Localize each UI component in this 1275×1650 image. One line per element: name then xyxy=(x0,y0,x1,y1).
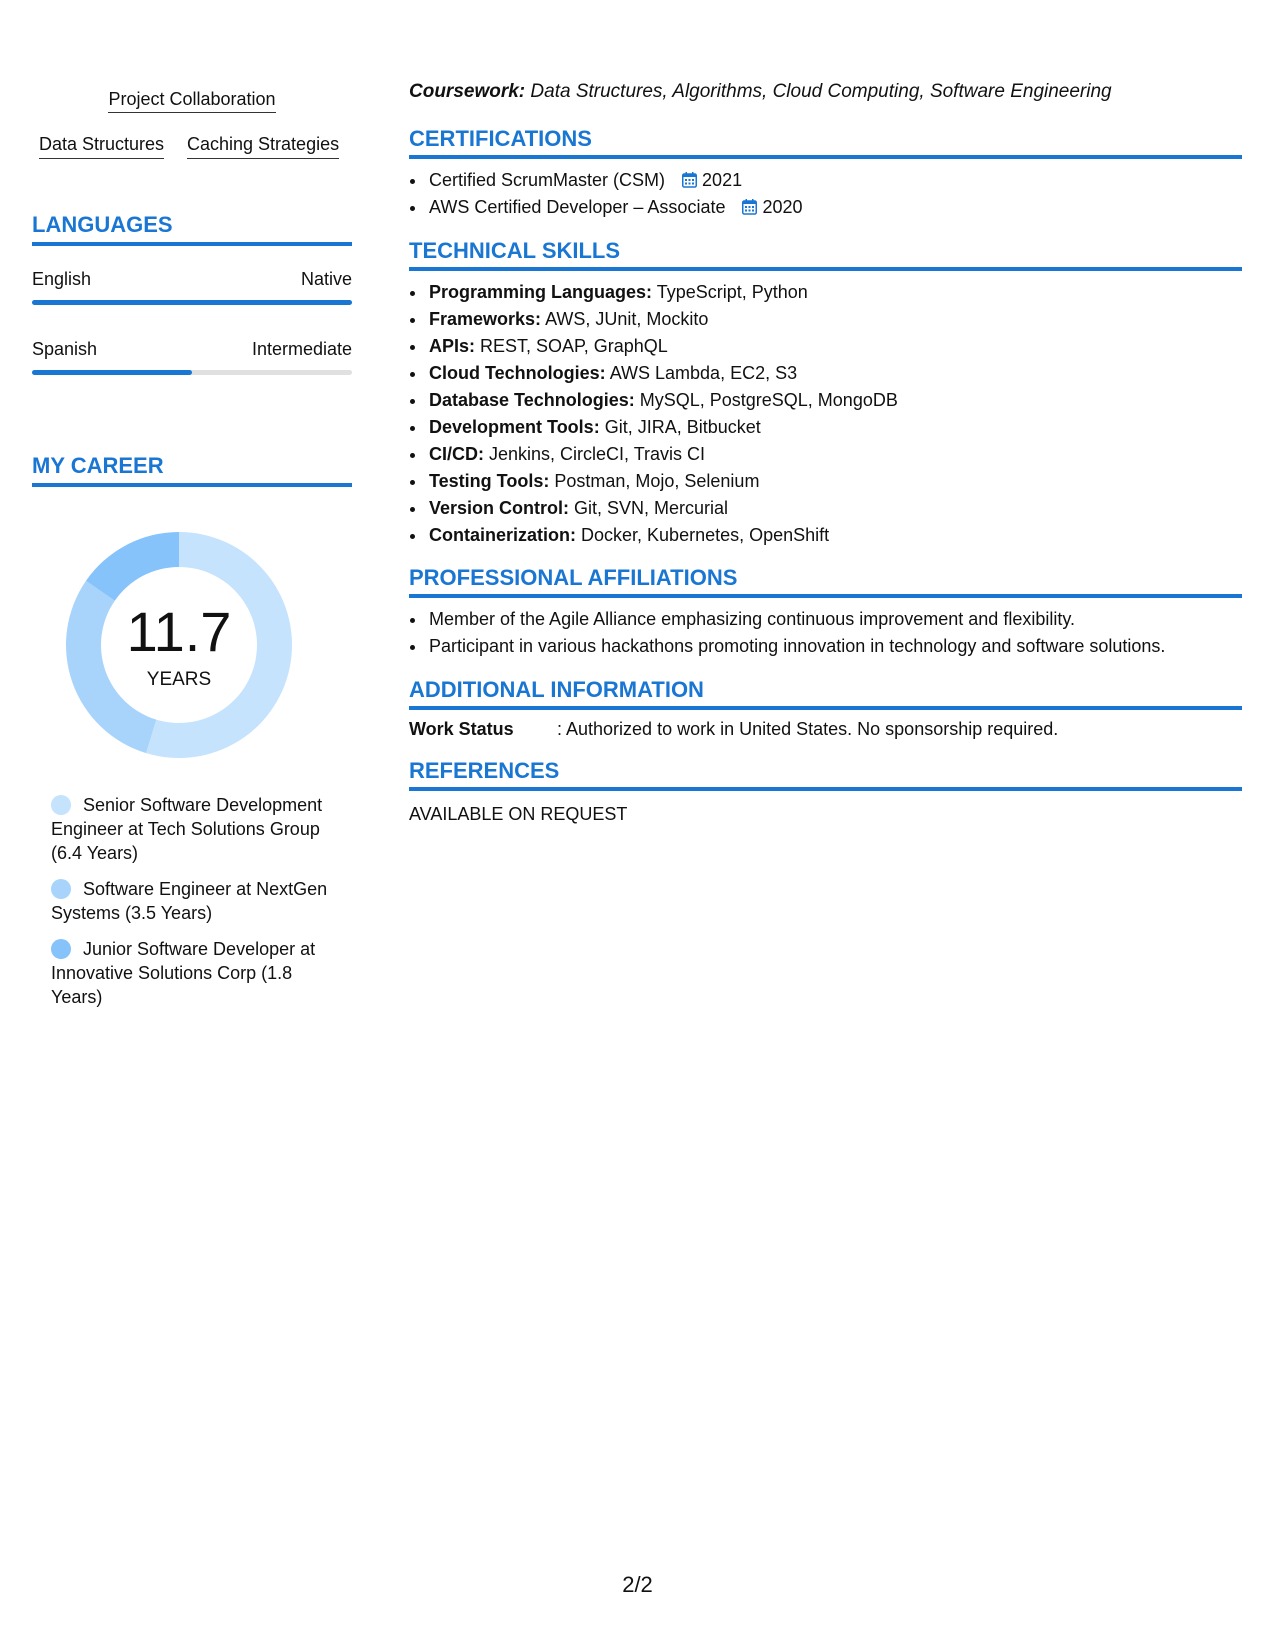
language-name: English xyxy=(32,269,92,289)
languages-heading: LANGUAGES xyxy=(32,212,352,246)
skill-item xyxy=(427,495,898,522)
certification-year: 2020 xyxy=(762,197,803,217)
legend-dot-icon xyxy=(51,795,71,815)
skill-values: MySQL, PostgreSQL, MongoDB xyxy=(639,390,898,410)
skill-values: REST, SOAP, GraphQL xyxy=(480,336,668,356)
affiliations-heading: PROFESSIONAL AFFILIATIONS xyxy=(409,565,1242,598)
skill-values: AWS Lambda, EC2, S3 xyxy=(609,363,798,383)
language-level: Native xyxy=(300,269,352,289)
language-row xyxy=(32,339,352,375)
affiliation-item: • Participant in various hackathons promoting innovation in technology and software solutions. xyxy=(427,633,1165,660)
certification-item xyxy=(427,167,803,194)
skill-values: Jenkins, CircleCI, Travis CI xyxy=(489,444,706,464)
skill-category: Programming Languages: xyxy=(429,282,653,302)
work-status-label: Work Status xyxy=(409,719,514,739)
legend-item xyxy=(51,877,341,925)
calendar-icon xyxy=(682,172,697,188)
skill-item xyxy=(427,387,898,414)
skill-tag-label: Project Collaboration xyxy=(108,89,275,113)
certification-item xyxy=(427,194,803,221)
coursework-label: Coursework: xyxy=(409,81,526,102)
skill-item xyxy=(427,441,898,468)
work-status xyxy=(409,719,1058,740)
career-total-unit: YEARS xyxy=(146,669,212,690)
legend-dot-icon xyxy=(51,879,71,899)
skill-category: APIs: xyxy=(429,336,476,356)
skill-category: CI/CD: xyxy=(429,444,484,464)
donut-segment-2 xyxy=(86,532,179,601)
language-row xyxy=(32,269,352,305)
career-legend xyxy=(51,793,341,1021)
language-name: Spanish xyxy=(32,339,98,359)
references-text: AVAILABLE ON REQUEST xyxy=(409,804,628,824)
skill-category: Database Technologies: xyxy=(429,390,635,410)
skill-item xyxy=(427,522,898,549)
skill-item xyxy=(427,414,898,441)
references-heading: REFERENCES xyxy=(409,758,1242,791)
certifications-list xyxy=(427,167,803,221)
legend-label: Junior Software Developer at Innovative Solutions Corp (1.8 Years) xyxy=(51,939,316,1007)
affiliations-list xyxy=(427,606,1165,660)
skill-values: Postman, Mojo, Selenium xyxy=(554,471,760,491)
legend-label: Software Engineer at NextGen Systems (3.5 Years) xyxy=(51,879,328,923)
legend-label: Senior Software Development Engineer at Tech Solutions Group (6.4 Years) xyxy=(51,795,323,863)
language-proficiency-fill xyxy=(32,300,352,305)
skill-values: Docker, Kubernetes, OpenShift xyxy=(581,525,830,545)
language-proficiency-fill xyxy=(32,370,192,375)
skill-item xyxy=(427,360,898,387)
legend-item xyxy=(51,937,341,1009)
language-proficiency-track xyxy=(32,370,352,375)
language-proficiency-track xyxy=(32,300,352,305)
skill-tag xyxy=(32,89,352,113)
legend-dot-icon xyxy=(51,939,71,959)
skill-values: Git, JIRA, Bitbucket xyxy=(604,417,761,437)
calendar-icon xyxy=(742,199,757,215)
certifications-heading: CERTIFICATIONS xyxy=(409,126,1242,159)
skill-category: Cloud Technologies: xyxy=(429,363,606,383)
career-donut-chart xyxy=(66,532,292,758)
certification-name: AWS Certified Developer – Associate xyxy=(429,197,726,217)
skill-tag: Caching Strategies xyxy=(187,134,339,159)
coursework-value: Data Structures, Algorithms, Cloud Computing, Software Engineering xyxy=(530,81,1112,102)
technical-skills-list xyxy=(427,279,898,549)
work-status-value: : Authorized to work in United States. No sponsorship required. xyxy=(557,719,1059,739)
skill-category: Development Tools: xyxy=(429,417,600,437)
technical-skills-heading: TECHNICAL SKILLS xyxy=(409,238,1242,271)
skill-values: AWS, JUnit, Mockito xyxy=(545,309,709,329)
skill-item xyxy=(427,333,898,360)
skill-item xyxy=(427,279,898,306)
skill-tag: Data Structures xyxy=(39,134,164,159)
skill-category: Frameworks: xyxy=(429,309,542,329)
coursework xyxy=(409,81,1112,103)
skill-values: TypeScript, Python xyxy=(656,282,808,302)
career-heading: MY CAREER xyxy=(32,453,352,487)
skill-values: Git, SVN, Mercurial xyxy=(574,498,729,518)
skill-item xyxy=(427,468,898,495)
page-number: 2/2 xyxy=(622,1572,653,1597)
legend-item xyxy=(51,793,341,865)
affiliation-item: • Member of the Agile Alliance emphasizing continuous improvement and flexibility. xyxy=(427,606,1165,633)
career-total-value: 11.7 xyxy=(126,600,232,663)
language-level: Intermediate xyxy=(251,339,352,359)
skill-category: Version Control: xyxy=(429,498,570,518)
certification-year: 2021 xyxy=(702,170,743,190)
skill-category: Testing Tools: xyxy=(429,471,550,491)
certification-name: Certified ScrumMaster (CSM) xyxy=(429,170,666,190)
skill-category: Containerization: xyxy=(429,525,576,545)
skill-item xyxy=(427,306,898,333)
additional-info-heading: ADDITIONAL INFORMATION xyxy=(409,677,1242,710)
